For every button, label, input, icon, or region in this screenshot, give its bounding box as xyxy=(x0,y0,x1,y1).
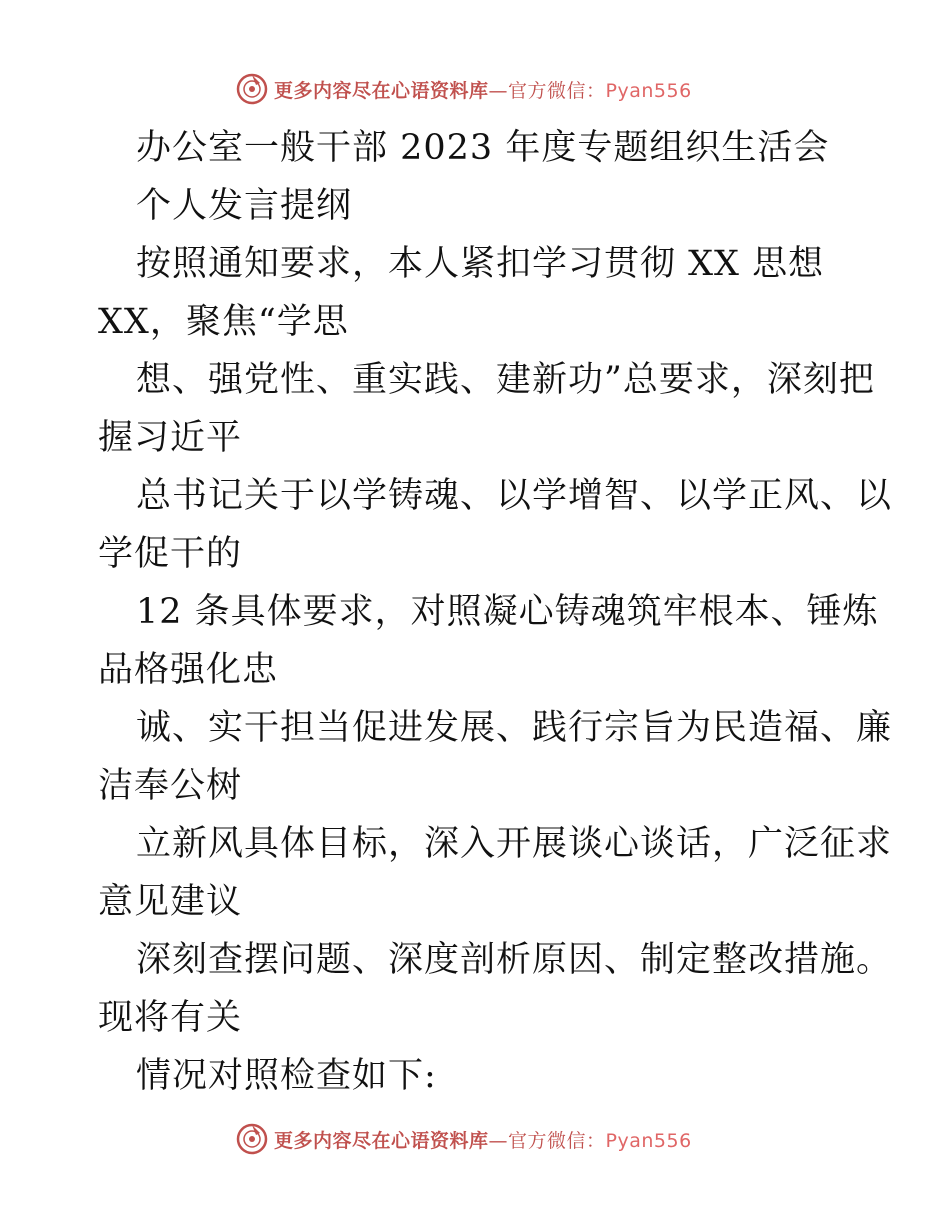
paragraph-line: 洁奉公树 xyxy=(98,766,243,806)
paragraph-line: 立新风具体目标，深入开展谈心谈话，广泛征求 xyxy=(136,824,893,864)
paragraph-line: XX，聚焦“学思 xyxy=(98,302,349,342)
paragraph-line: 品格强化忠 xyxy=(98,650,279,690)
watermark-main-text: 更多内容尽在心语资料库 xyxy=(274,79,489,102)
watermark-main-text: 更多内容尽在心语资料库 xyxy=(274,1129,489,1152)
paragraph-line: 情况对照检查如下: xyxy=(136,1056,437,1096)
watermark-separator: — xyxy=(488,1129,509,1152)
paragraph-line: 想、强党性、重实践、建新功”总要求，深刻把 xyxy=(136,360,875,400)
watermark-wechat-label: 官方微信： xyxy=(508,79,606,102)
document-title-line-2: 个人发言提纲 xyxy=(136,186,353,226)
paragraph-line: 意见建议 xyxy=(98,882,243,922)
document-title-line-1: 办公室一般干部 2023 年度专题组织生活会 xyxy=(136,128,830,168)
watermark-separator: — xyxy=(488,79,509,102)
footer-watermark xyxy=(236,1122,692,1156)
paragraph-line: 学促干的 xyxy=(98,534,243,574)
cd-disc-logo-icon xyxy=(236,1123,268,1155)
paragraph-line: 现将有关 xyxy=(98,998,243,1038)
paragraph-line: 12 条具体要求，对照凝心铸魂筑牢根本、锤炼 xyxy=(136,592,879,632)
paragraph-line: 深刻查摆问题、深度剖析原因、制定整改措施。 xyxy=(136,940,893,980)
watermark-wechat-id: Pyan556 xyxy=(605,1129,692,1152)
paragraph-line: 握习近平 xyxy=(98,418,243,458)
paragraph-line: 总书记关于以学铸魂、以学增智、以学正风、以 xyxy=(136,476,893,516)
paragraph-line: 诚、实干担当促进发展、践行宗旨为民造福、廉 xyxy=(136,708,893,748)
paragraph-line: 按照通知要求，本人紧扣学习贯彻 XX 思想 xyxy=(136,244,825,284)
watermark-text xyxy=(274,1126,692,1153)
watermark-wechat-id: Pyan556 xyxy=(605,79,692,102)
watermark-wechat-label: 官方微信： xyxy=(508,1129,606,1152)
